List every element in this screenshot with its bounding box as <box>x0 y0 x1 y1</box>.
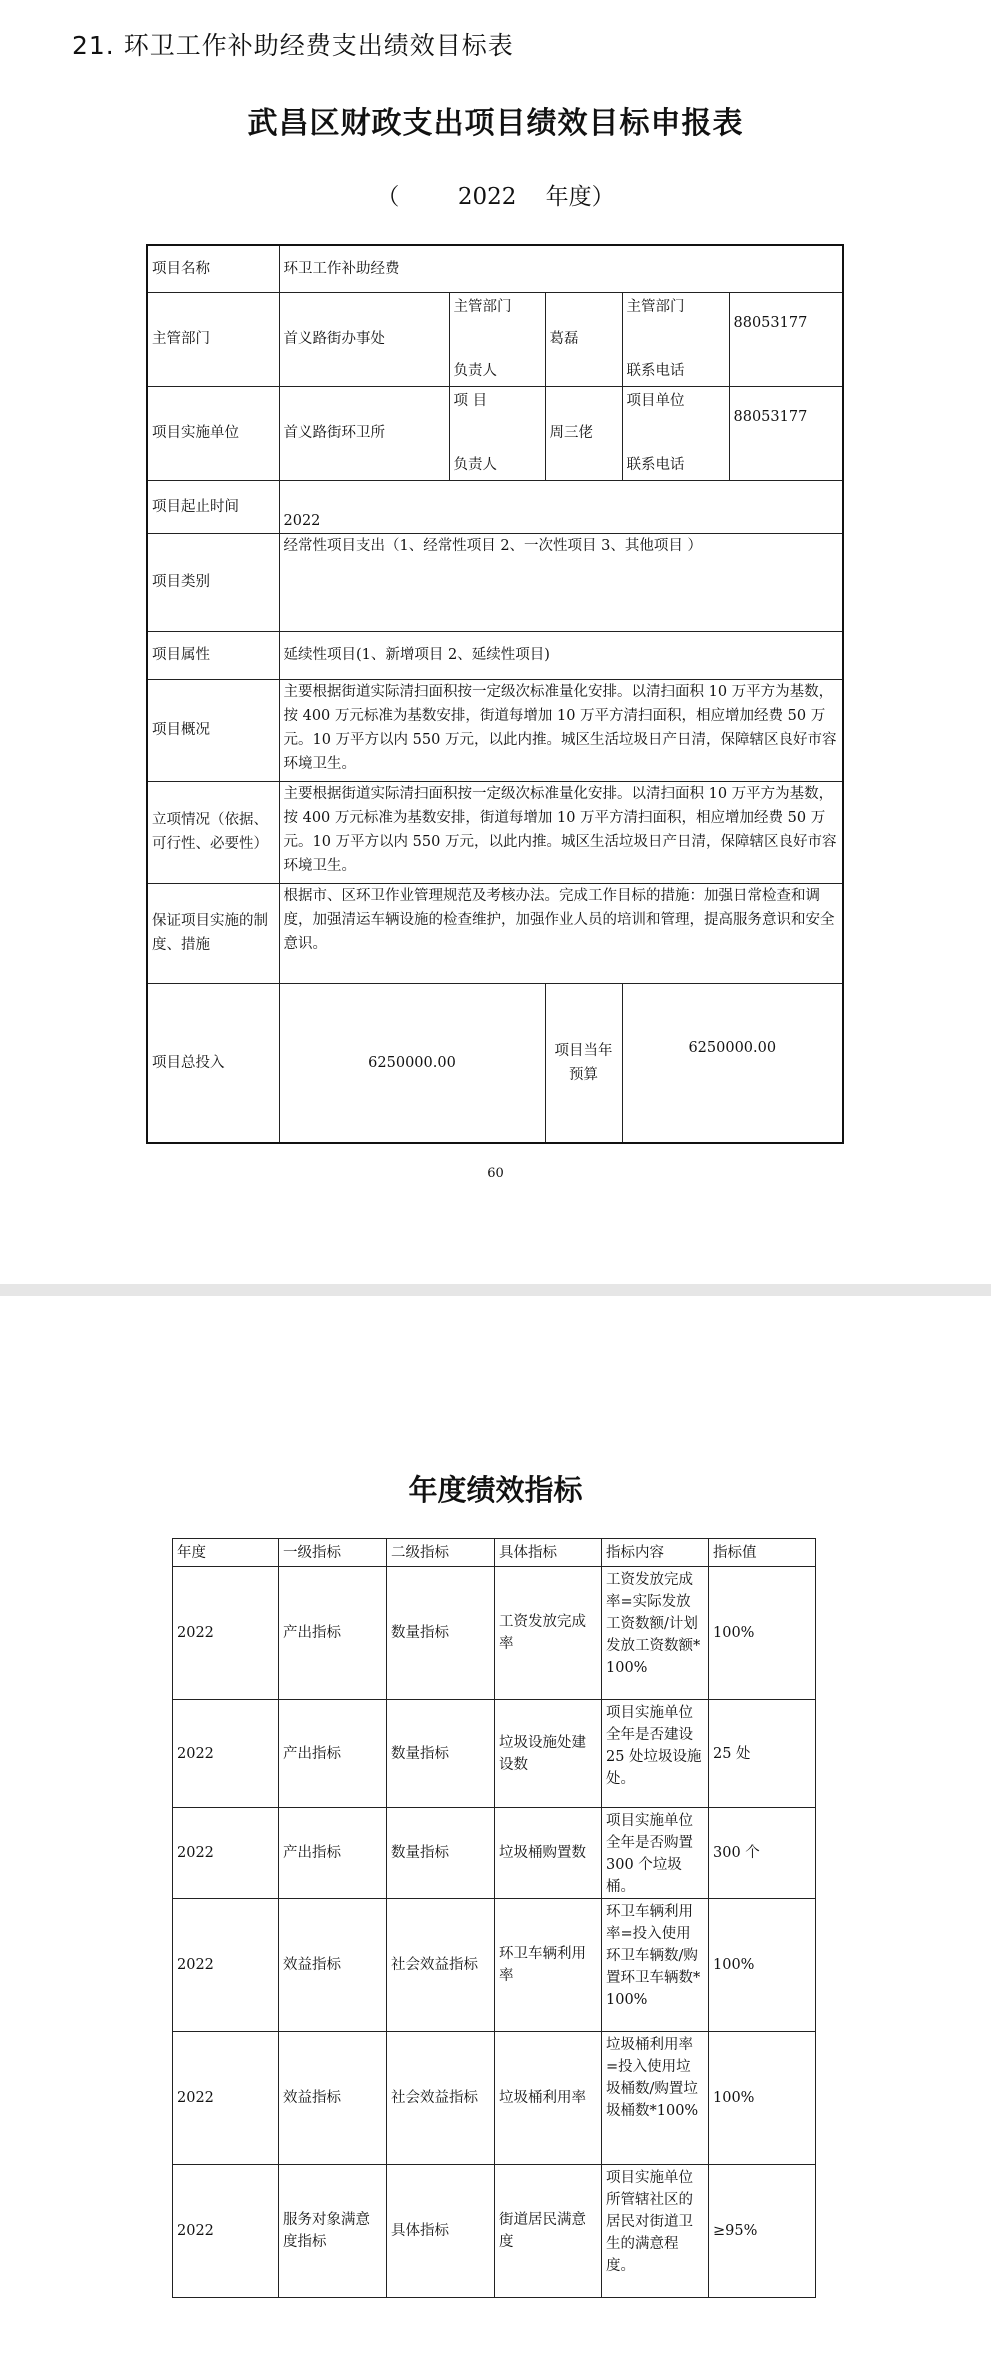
dept-phone-value: 88053177 <box>729 292 843 386</box>
cell-specific: 工资发放完成率 <box>495 1567 602 1700</box>
cell-level2: 社会效益指标 <box>387 2032 495 2165</box>
table-row <box>173 1700 816 1808</box>
dept-label: 主管部门 <box>147 292 279 386</box>
table-row <box>147 883 843 983</box>
table-header-row <box>173 1539 816 1567</box>
impl-value: 首义路街环卫所 <box>279 386 449 480</box>
dept-lead-label: 主管部门 负责人 <box>453 299 512 379</box>
measures-label: 保证项目实施的制度、措施 <box>147 883 279 983</box>
attribute-label: 项目属性 <box>147 631 279 679</box>
cell-level1: 产出指标 <box>279 1567 387 1700</box>
table-row <box>147 781 843 883</box>
cell-year: 2022 <box>173 1808 279 1899</box>
cell-year: 2022 <box>173 2165 279 2298</box>
cell-level1: 产出指标 <box>279 1700 387 1808</box>
impl-label: 项目实施单位 <box>147 386 279 480</box>
table-row <box>147 631 843 679</box>
cell-content: 项目实施单位全年是否建设 25 处垃圾设施处。 <box>602 1700 709 1808</box>
cell-level1: 产出指标 <box>279 1808 387 1899</box>
cell-level2: 数量指标 <box>387 1567 495 1700</box>
table-row <box>147 983 843 1143</box>
cell-year: 2022 <box>173 2032 279 2165</box>
header-level1: 一级指标 <box>279 1539 387 1567</box>
impl-phone-value: 88053177 <box>729 386 843 480</box>
table-row <box>173 1567 816 1700</box>
fiscal-year-line: （ 2022 年度） <box>376 184 615 210</box>
header-year: 年度 <box>173 1539 279 1567</box>
header-value: 指标值 <box>709 1539 816 1567</box>
dept-value: 首义路街办事处 <box>279 292 449 386</box>
budget-label: 项目当年预算 <box>545 983 622 1143</box>
impl-phone-label: 项目单位 联系电话 <box>626 393 685 473</box>
cell-content: 项目实施单位所管辖社区的居民对街道卫生的满意程度。 <box>602 2165 709 2298</box>
cell-level2: 具体指标 <box>387 2165 495 2298</box>
budget-value: 6250000.00 <box>622 983 843 1143</box>
total-label: 项目总投入 <box>147 983 279 1143</box>
period-label: 项目起止时间 <box>147 480 279 533</box>
page-separator <box>0 1284 991 1296</box>
cell-level2: 社会效益指标 <box>387 1899 495 2032</box>
impl-lead-label: 项 目 负责人 <box>453 393 497 473</box>
table-row <box>173 1808 816 1899</box>
cell-level1: 效益指标 <box>279 2032 387 2165</box>
cell-year: 2022 <box>173 1899 279 2032</box>
cell-level1: 效益指标 <box>279 1899 387 2032</box>
project-name-value: 环卫工作补助经费 <box>279 245 843 292</box>
table-row <box>173 2032 816 2165</box>
table-row <box>147 679 843 781</box>
table-row <box>173 2165 816 2298</box>
project-info-table <box>146 244 844 1144</box>
page-number: 60 <box>487 1166 504 1181</box>
performance-indicators-table <box>172 1538 816 2298</box>
table-row <box>147 533 843 631</box>
dept-phone-label: 主管部门 联系电话 <box>626 299 685 379</box>
category-label: 项目类别 <box>147 533 279 631</box>
cell-content: 项目实施单位全年是否购置 300 个垃圾桶。 <box>602 1808 709 1899</box>
cell-year: 2022 <box>173 1567 279 1700</box>
table-row <box>173 1899 816 2032</box>
overview-value: 主要根据街道实际清扫面积按一定级次标准量化安排。以清扫面积 10 万平方为基数，按 400 万元标准为基数安排，街道每增加 10 万平方清扫面积，相应增加经费 50 万元。10 万平方以内 550 万元，以此内推。城区生活垃圾日产日清，保障辖区良好市容环境卫生。 <box>279 679 843 781</box>
dept-lead-value: 葛磊 <box>545 292 622 386</box>
project-name-label: 项目名称 <box>147 245 279 292</box>
category-value: 经常性项目支出（1、经常性项目 2、一次性项目 3、其他项目 ） <box>279 533 843 631</box>
page-two <box>0 1296 991 2363</box>
cell-specific: 垃圾桶购置数 <box>495 1808 602 1899</box>
header-level2: 二级指标 <box>387 1539 495 1567</box>
cell-specific: 垃圾桶利用率 <box>495 2032 602 2165</box>
cell-value: 25 处 <box>709 1700 816 1808</box>
cell-value: 100% <box>709 1899 816 2032</box>
cell-value: 100% <box>709 2032 816 2165</box>
basis-label: 立项情况（依据、可行性、必要性） <box>147 781 279 883</box>
table-row <box>147 480 843 533</box>
header-content: 指标内容 <box>602 1539 709 1567</box>
cell-year: 2022 <box>173 1700 279 1808</box>
cell-value: 100% <box>709 1567 816 1700</box>
cell-content: 工资发放完成率=实际发放工资数额/计划发放工资数额*100% <box>602 1567 709 1700</box>
header-specific: 具体指标 <box>495 1539 602 1567</box>
total-value: 6250000.00 <box>279 983 545 1143</box>
attribute-value: 延续性项目(1、新增项目 2、延续性项目) <box>279 631 843 679</box>
cell-content: 垃圾桶利用率=投入使用垃圾桶数/购置垃圾桶数*100% <box>602 2032 709 2165</box>
cell-specific: 垃圾设施处建设数 <box>495 1700 602 1808</box>
table-row <box>147 292 843 386</box>
cell-value: ≥95% <box>709 2165 816 2298</box>
table-row <box>147 245 843 292</box>
table-row <box>147 386 843 480</box>
section-heading: 21. 环卫工作补助经费支出绩效目标表 <box>72 31 514 60</box>
cell-value: 300 个 <box>709 1808 816 1899</box>
cell-level2: 数量指标 <box>387 1808 495 1899</box>
overview-label: 项目概况 <box>147 679 279 781</box>
period-value: 2022 <box>279 480 843 533</box>
performance-title: 年度绩效指标 <box>408 1473 583 1507</box>
cell-specific: 环卫车辆利用率 <box>495 1899 602 2032</box>
cell-content: 环卫车辆利用率=投入使用环卫车辆数/购置环卫车辆数*100% <box>602 1899 709 2032</box>
cell-specific: 街道居民满意度 <box>495 2165 602 2298</box>
basis-value: 主要根据街道实际清扫面积按一定级次标准量化安排。以清扫面积 10 万平方为基数，按 400 万元标准为基数安排，街道每增加 10 万平方清扫面积，相应增加经费 50 万元。10 万平方以内 550 万元，以此内推。城区生活垃圾日产日清，保障辖区良好市容环境卫生。 <box>279 781 843 883</box>
measures-value: 根据市、区环卫作业管理规范及考核办法。完成工作目标的措施：加强日常检查和调度，加强清运车辆设施的检查维护，加强作业人员的培训和管理，提高服务意识和安全意识。 <box>279 883 843 983</box>
cell-level2: 数量指标 <box>387 1700 495 1808</box>
impl-lead-value: 周三佬 <box>545 386 622 480</box>
document-title: 武昌区财政支出项目绩效目标申报表 <box>247 106 744 141</box>
cell-level1: 服务对象满意度指标 <box>279 2165 387 2298</box>
